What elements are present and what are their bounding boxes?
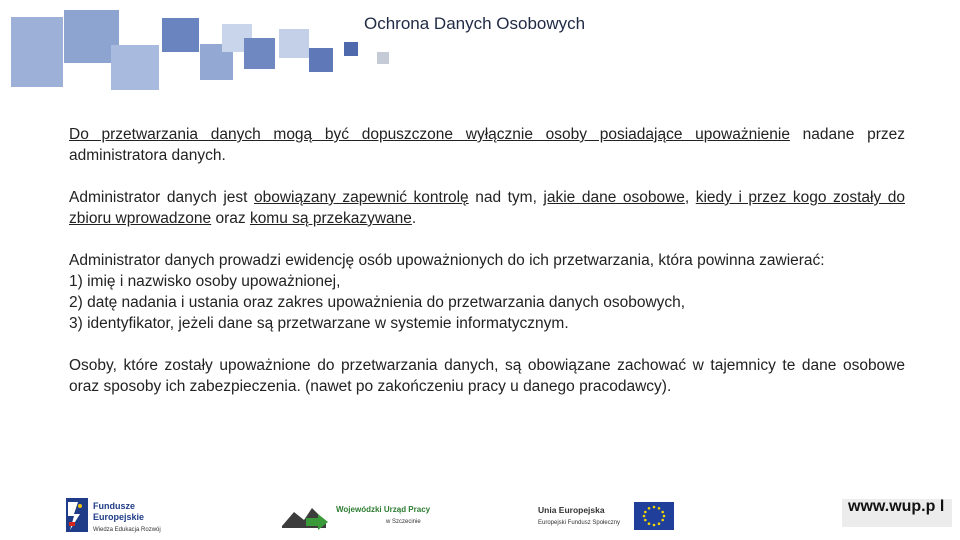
list-item: 1) imię i nazwisko osoby upoważnionej, bbox=[69, 273, 341, 290]
wup-emblem-icon bbox=[282, 498, 442, 532]
fundusze-europejskie-emblem-icon bbox=[66, 496, 186, 534]
wup-szczecin-logo bbox=[282, 498, 442, 532]
decor-square bbox=[111, 45, 159, 90]
paragraph-confidentiality bbox=[69, 355, 905, 397]
logo-line: Europejski Fundusz Społeczny bbox=[538, 520, 621, 526]
underlined-text: Do przetwarzania danych mogą być dopuszczone wyłącznie osoby posiadające upoważnienie bbox=[69, 126, 790, 143]
text: , bbox=[684, 189, 696, 206]
decor-square bbox=[244, 38, 275, 69]
decor-square bbox=[377, 52, 389, 64]
text: oraz bbox=[211, 210, 250, 227]
decor-square bbox=[279, 29, 309, 58]
underlined-text: komu są przekazywane bbox=[249, 210, 412, 227]
list-item: 3) identyfikator, jeżeli dane są przetwarzane w systemie informatycznym. bbox=[69, 315, 569, 332]
url-text[interactable]: www.wup.p l bbox=[848, 498, 945, 515]
underlined-text: obowiązany zapewnić kontrolę bbox=[254, 189, 469, 206]
paragraph-authorization bbox=[69, 124, 905, 166]
logo-line: w Szczecinie bbox=[386, 519, 421, 525]
logo-line: Wiedza Edukacja Rozwój bbox=[93, 527, 161, 533]
list-item: 2) datę nadania i ustania oraz zakres upoważnienia do przetwarzania danych osobowych, bbox=[69, 294, 686, 311]
logo-line: Unia Europejska bbox=[538, 505, 605, 515]
text: Administrator danych prowadzi ewidencję osób upoważnionych do ich przetwarzania, która powinna zawierać: bbox=[69, 252, 825, 269]
fundusze-europejskie-logo bbox=[66, 496, 186, 534]
text: nad tym, bbox=[468, 189, 544, 206]
underlined-text: jakie dane osobowe bbox=[543, 189, 685, 206]
paragraph-control bbox=[69, 187, 905, 229]
decor-square bbox=[162, 18, 199, 52]
main-content bbox=[69, 124, 905, 418]
footer bbox=[0, 488, 960, 540]
text: . bbox=[411, 210, 417, 227]
text: Administrator danych jest bbox=[69, 189, 254, 206]
unia-europejska-logo bbox=[538, 500, 678, 532]
decor-square bbox=[11, 17, 63, 87]
eu-flag-icon bbox=[538, 500, 678, 532]
decor-square bbox=[344, 42, 358, 56]
logo-line: Europejskie bbox=[93, 512, 145, 522]
logo-line: Wojewódzki Urząd Pracy bbox=[336, 505, 431, 514]
logo-line: Fundusze bbox=[93, 501, 135, 511]
page-title: Ochrona Danych Osobowych bbox=[364, 14, 586, 33]
website-url[interactable] bbox=[842, 499, 952, 527]
text: Osoby, które zostały upoważnione do przetwarzania danych, są obowiązane zachować w tajemnicy te dane osobowe oraz sposoby ich zabezpieczenia. (nawet po zakończeniu pracy u danego pracodawcy). bbox=[69, 357, 905, 395]
paragraph-register bbox=[69, 250, 905, 334]
text: nadane przez administratora danych. bbox=[69, 126, 905, 164]
underlined-text: kiedy i przez kogo zostały do zbioru wprowadzone bbox=[69, 189, 906, 227]
decor-square bbox=[309, 48, 333, 72]
